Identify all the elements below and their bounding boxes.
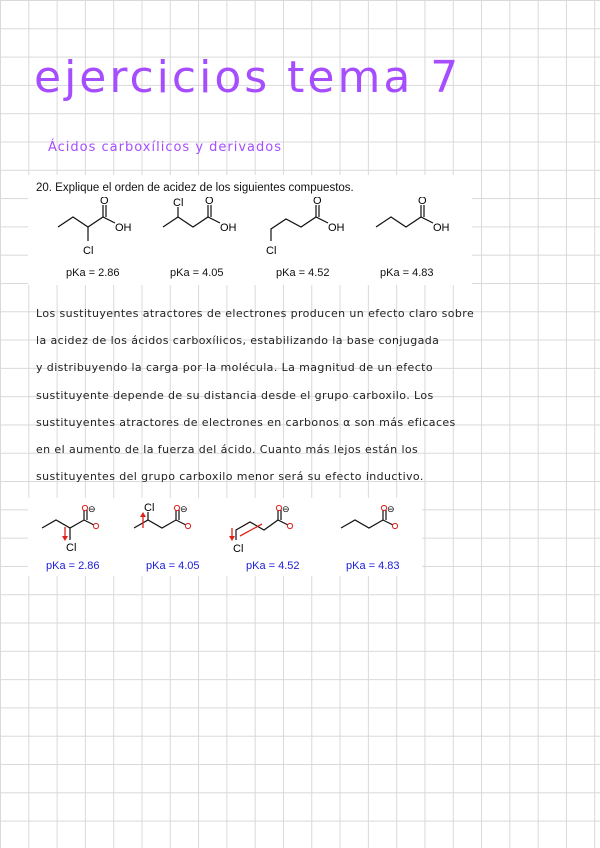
structure-2-chlorobutanoic-acid bbox=[53, 197, 143, 263]
anion-3-chlorobutanoate bbox=[128, 500, 218, 560]
oh-label: OH bbox=[220, 222, 237, 234]
oh-label: OH bbox=[433, 222, 450, 234]
answer-text bbox=[36, 300, 576, 490]
page-title: ejercicios tema 7 bbox=[34, 52, 462, 103]
oxygen-label: O bbox=[100, 197, 109, 207]
cl-label: Cl bbox=[144, 502, 155, 514]
answer-line: sustituyentes del grupo carboxilo menor será su efecto inductivo. bbox=[36, 470, 424, 484]
cl-label: Cl bbox=[266, 245, 277, 257]
oh-label: OH bbox=[328, 222, 345, 234]
oh-label: OH bbox=[115, 222, 132, 234]
anion-4-chlorobutanoate bbox=[228, 500, 318, 560]
charge-label: ⊖ bbox=[282, 504, 290, 514]
question-card bbox=[28, 175, 472, 285]
pka-label: pKa = 4.52 bbox=[276, 267, 330, 279]
anion-butanoate bbox=[333, 500, 423, 560]
cl-label: Cl bbox=[233, 543, 244, 555]
cl-label: Cl bbox=[83, 245, 94, 257]
charge-label: ⊖ bbox=[387, 504, 395, 514]
pka-label: pKa = 2.86 bbox=[66, 267, 120, 279]
cl-label: Cl bbox=[173, 197, 184, 209]
pka-label: pKa = 4.83 bbox=[380, 267, 434, 279]
structure-4-chlorobutanoic-acid bbox=[263, 197, 353, 263]
oxygen-label: O bbox=[418, 197, 427, 207]
pka-label: pKa = 4.52 bbox=[246, 560, 300, 572]
cl-label: Cl bbox=[66, 542, 77, 554]
charge-label: ⊖ bbox=[88, 504, 96, 514]
pka-label: pKa = 4.05 bbox=[146, 560, 200, 572]
answer-line: en el aumento de la fuerza del ácido. Cuanto más lejos están los bbox=[36, 443, 419, 457]
pka-label: pKa = 4.83 bbox=[346, 560, 400, 572]
structure-butanoic-acid bbox=[368, 197, 458, 263]
answer-line: sustituyentes atractores de electrones en carbonos α son más eficaces bbox=[36, 415, 456, 429]
page-subtitle: Ácidos carboxílicos y derivados bbox=[48, 140, 283, 155]
answer-line: la acidez de los ácidos carboxílicos, estabilizando la base conjugada bbox=[36, 334, 440, 348]
anion-card bbox=[28, 498, 422, 576]
anion-2-chlorobutanoate bbox=[36, 500, 126, 560]
pka-label: pKa = 4.05 bbox=[170, 267, 224, 279]
answer-line: Los sustituyentes atractores de electrones producen un efecto claro sobre bbox=[36, 307, 475, 320]
question-text: 20. Explique el orden de acidez de los siguientes compuestos. bbox=[36, 182, 354, 194]
charge-label: ⊖ bbox=[180, 504, 188, 514]
answer-line: sustituyente depende de su distancia desde el grupo carboxilo. Los bbox=[36, 388, 434, 402]
oxygen-label: O bbox=[313, 197, 322, 207]
oxygen-label: O bbox=[205, 197, 214, 207]
pka-label: pKa = 2.86 bbox=[46, 560, 100, 572]
answer-line: y distribuyendo la carga por la molécula. La magnitud de un efecto bbox=[36, 361, 433, 375]
structure-3-chlorobutanoic-acid bbox=[158, 197, 248, 263]
